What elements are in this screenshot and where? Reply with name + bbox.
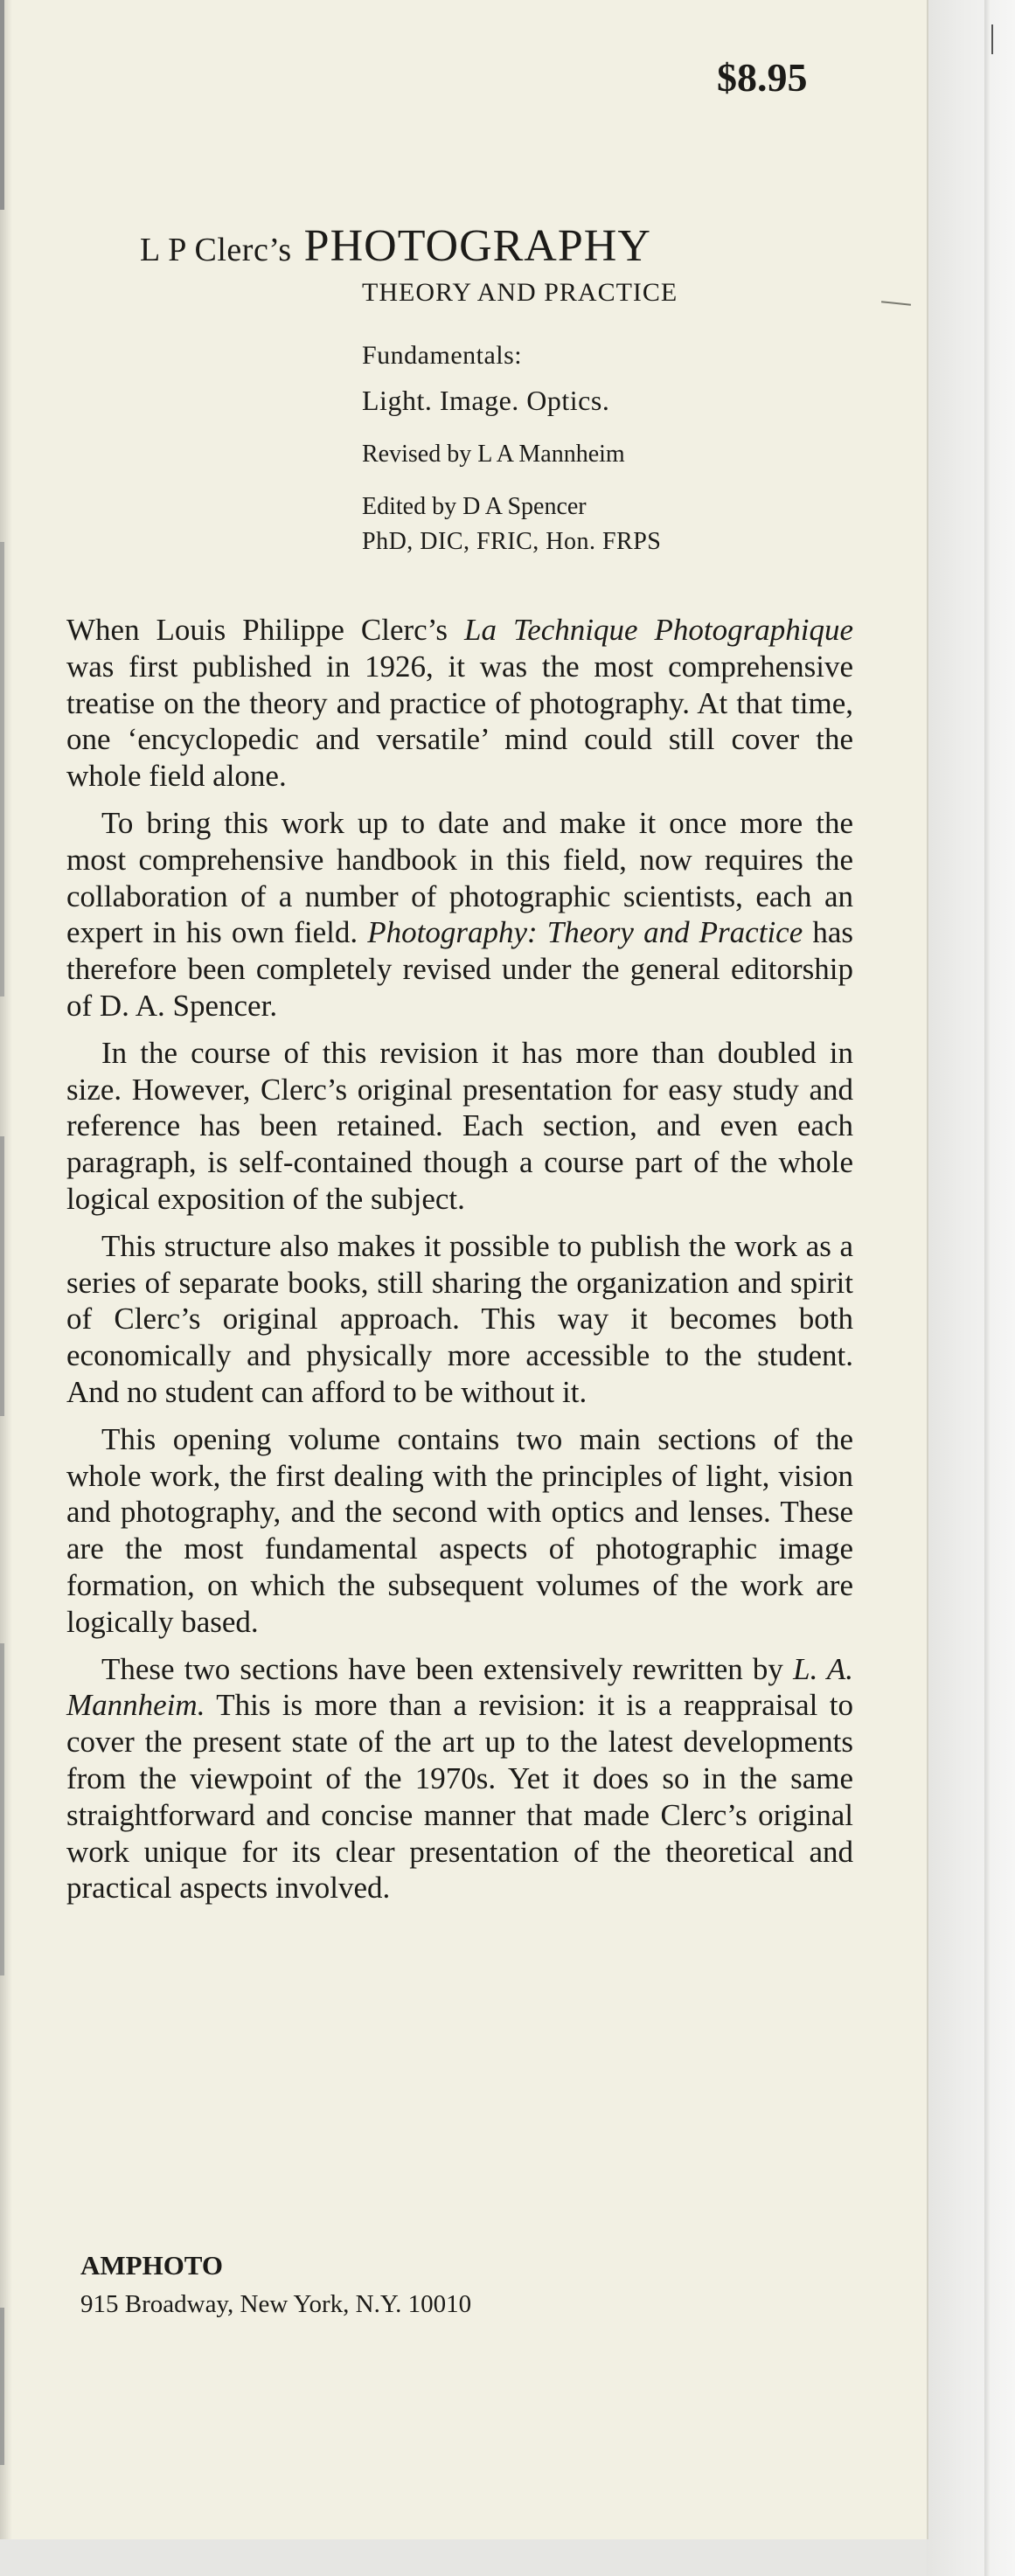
paragraph: To bring this work up to date and make it once more the most comprehensive handbook in this field, now requires the collaboration of a number of photographic scientists, each an expert in his own field. Photography: Theory and Practice has therefore been completely revised under the general editorship of D. A. Spencer. [66,805,854,1023]
paragraph: In the course of this revision it has more than doubled in size. However, Clerc’s original presentation for easy study and reference has been retained. Each section, and even each paragraph, is self-contained though a course part of the whole logical exposition of the subject. [66,1035,853,1216]
publisher-name: AMPHOTO [80,2250,224,2281]
author-name: L P Clerc’s [140,232,292,268]
binding-shadow [0,1643,4,1975]
book-title: PHOTOGRAPHY [303,221,651,271]
binding-shadow [0,542,4,996]
book-title-line [140,220,651,272]
publisher-address: 915 Broadway, New York, N.Y. 10010 [80,2290,472,2318]
volume-topics: Light. Image. Optics. [362,385,610,416]
volume-label: Fundamentals: [362,341,523,370]
blurb-text [66,612,853,1917]
paragraph: This opening volume contains two main sections of the whole work, the first dealing with the principles of light, vision and photography, and the second with optics and lenses. These are the most fundamental aspects of photographic image formation, on which the subsequent volumes of the work are logically based. [66,1421,853,1639]
background-sheet-edge [927,0,1015,2576]
reviser-credit: Revised by L A Mannheim [362,441,625,468]
paragraph: These two sections have been extensively rewritten by L. A. Mannheim. This is more than a revision: it is a reappraisal to cover the present state of the art up to the latest developments from the viewpoint of the 1970s. Yet it does so in the same straightforward and concise manner that made Clerc’s original work unique for its clear presentation of the theoretical and practical aspects involved. [66,1651,853,1906]
binding-shadow [0,1136,4,1416]
editor-credentials: PhD, DIC, FRIC, Hon. FRPS [362,528,662,555]
paragraph: When Louis Philippe Clerc’s La Technique Photographique was first published in 1926, it was the most comprehensive treatise on the theory and practice of photography. At that time, one ‘encyclopedic and versatile’ mind could still cover the whole field alone. [66,613,853,794]
corner-mark [991,24,993,54]
editor-credit: Edited by D A Spencer [362,493,587,520]
price-label: $8.95 [717,55,808,100]
pencil-mark [881,301,911,306]
binding-shadow [0,0,4,210]
binding-shadow [0,2308,4,2465]
background-sheet-fold [984,0,990,2576]
paragraph: This structure also makes it possible to publish the work as a series of separate books, still sharing the organization and spirit of Clerc’s original approach. This way it becomes both economically and physically more accessible to the student. And no student can afford to be without it. [66,1228,853,1409]
book-subtitle: THEORY AND PRACTICE [362,278,678,307]
